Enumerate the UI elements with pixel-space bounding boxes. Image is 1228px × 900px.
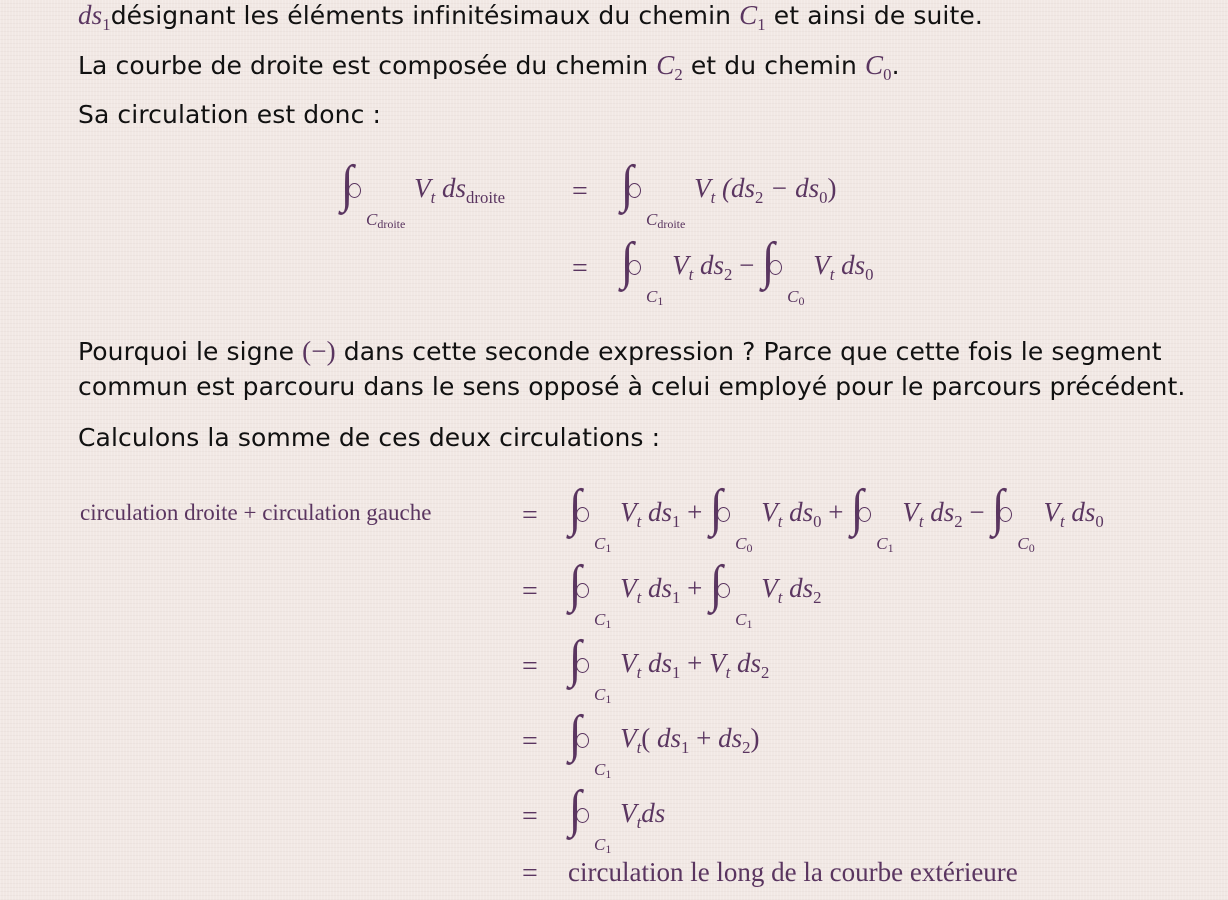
text-line-1: [78, 0, 983, 35]
term-ds0: − ds: [763, 173, 820, 204]
math-C0: $C_0$: [864, 50, 892, 84]
eq2-lhs: circulation droite + circulation gauche: [80, 500, 432, 525]
eq1-equals-2: =: [572, 253, 588, 284]
text-line-3: [78, 100, 381, 129]
eq2-rhs-1: ∫ C1 $V_t$ $ds_1$ + ∫ C0 $V_t$ $ds_0$ + ∫ C1 $V_t$ $ds_2$ − ∫ C0 $V_t$ $ds_0$: [568, 480, 1104, 556]
eq2-equals-1: =: [522, 500, 538, 531]
eq2-rhs-2: ∫ C1 $V_t$ $ds_1$ + ∫ C1 $V_t$ $ds_2$: [568, 556, 822, 632]
eq2-equals-3: =: [522, 651, 538, 682]
contour-integral-icon: ∫: [568, 785, 598, 847]
contour-integral-icon: ∫: [709, 484, 739, 546]
contour-integral-icon: ∫: [568, 635, 598, 697]
integral-limit: C1: [646, 287, 664, 309]
math-C2: $C_2$: [656, 50, 683, 84]
close-paren: ): [827, 173, 837, 204]
line4-a: Pourquoi le signe: [78, 337, 295, 366]
sub-t: t: [430, 188, 436, 208]
eq2-rhs-6: circulation le long de la courbe extérieure: [568, 857, 1018, 887]
contour-integral-icon: ∫: [568, 484, 598, 546]
var-V: V: [694, 173, 711, 204]
line6-text: Calculons la somme de ces deux circulations :: [78, 423, 661, 452]
var-V: V: [414, 173, 431, 204]
minus-sign: −: [732, 250, 755, 281]
math-C1: $C_1$: [739, 0, 766, 34]
integral-limit: Cdroite: [366, 210, 406, 232]
eq1-rhs-2: ∫ C1 $V_t$ $ds_2$ − ∫ C0 $V_t$ $ds_0$: [620, 233, 874, 309]
text-line-5: [78, 372, 1185, 401]
line5-text: commun est parcouru dans le sens opposé à celui employé pour le parcours précédent.: [78, 372, 1186, 401]
sub-0: 0: [865, 265, 874, 285]
line2-mid: et du chemin: [690, 51, 857, 80]
text-line-6: [78, 423, 660, 452]
sub-2: 2: [755, 188, 764, 208]
sub-2: 2: [724, 265, 733, 285]
eq1-rhs-1: [620, 156, 837, 232]
line2-text: La courbe de droite est composée du chemin: [78, 51, 649, 80]
eq1-equals-1: =: [572, 176, 588, 207]
contour-integral-icon: ∫: [620, 160, 650, 222]
line1-text: désignant les éléments infinitésimaux du chemin: [110, 1, 732, 30]
eq2-equals-5: =: [522, 801, 538, 832]
eq2-equals-4: =: [522, 726, 538, 757]
contour-integral-icon: ∫: [340, 160, 370, 222]
var-ds: ds: [442, 173, 467, 204]
line3-text: Sa circulation est donc :: [78, 100, 382, 129]
text-line-4: [78, 336, 1162, 367]
contour-integral-icon: ∫: [850, 484, 880, 546]
line1-end: et ainsi de suite.: [773, 1, 983, 30]
eq2-equals-2: =: [522, 576, 538, 607]
contour-integral-icon: ∫: [709, 560, 739, 622]
sub-0: 0: [819, 188, 828, 208]
integral-limit: Cdroite: [646, 210, 686, 232]
line2-end: .: [891, 51, 900, 80]
eq2-rhs-4: ∫ C1 $V_t$( $ds_1 + ds_2$): [568, 706, 760, 782]
contour-integral-icon: ∫: [991, 484, 1021, 546]
math-ds1: $ds_1$: [78, 0, 111, 34]
integral-limit: C0: [787, 287, 805, 309]
term-ds2: ds: [700, 250, 725, 281]
term-ds0: ds: [841, 250, 866, 281]
sub-droite: droite: [466, 188, 506, 208]
contour-integral-icon: ∫: [568, 710, 598, 772]
contour-integral-icon: ∫: [620, 237, 650, 299]
math-minus-sign: (−): [302, 336, 336, 366]
text-line-2: [78, 50, 900, 85]
eq2-rhs-3: ∫ C1 $V_t$ $ds_1 + V_t$ $ds_2$: [568, 631, 770, 707]
eq2-equals-6: =: [522, 858, 538, 889]
sub-t: t: [710, 188, 716, 208]
contour-integral-icon: ∫: [761, 237, 791, 299]
contour-integral-icon: ∫: [568, 560, 598, 622]
eq2-rhs-5: ∫ C1 $V_tds$: [568, 781, 666, 857]
term-ds2: (ds: [722, 173, 755, 204]
eq1-lhs: [340, 156, 506, 232]
line4-b: dans cette seconde expression ? Parce que cette fois le segment: [343, 337, 1162, 366]
